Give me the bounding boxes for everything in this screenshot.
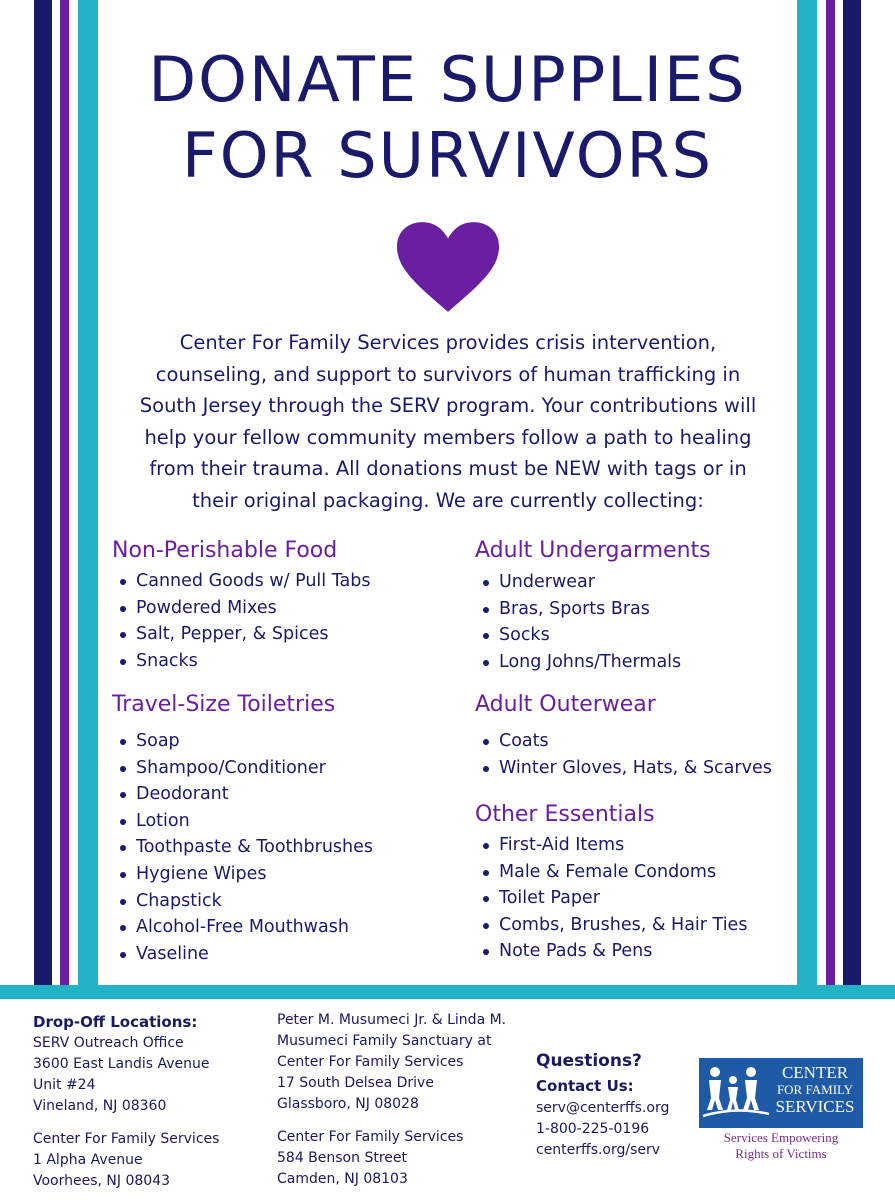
title-line: FOR SURVIVORS (182, 119, 713, 192)
list-item: Male & Female Condoms (475, 859, 815, 886)
logo (699, 1058, 863, 1128)
logo-name (771, 1064, 859, 1115)
address-line: Vineland, NJ 08360 (33, 1098, 167, 1114)
address-line: Center For Family Services (33, 1131, 220, 1147)
logo-line: FOR FAMILY (776, 1082, 854, 1097)
address-line: Glassboro, NJ 08028 (277, 1096, 419, 1112)
list-item: First-Aid Items (475, 832, 815, 859)
list-item: Lotion (112, 808, 452, 835)
list-item: Long Johns/Thermals (475, 649, 815, 676)
address-line: Peter M. Musumeci Jr. & Linda M. (277, 1012, 507, 1028)
tagline-line: Services Empowering (723, 1130, 839, 1145)
section-travel-size-toiletries (112, 690, 452, 967)
section-heading: Adult Undergarments (475, 538, 711, 563)
contact-column (536, 1048, 669, 1161)
section-other-essentials (475, 800, 815, 965)
list-item: Powdered Mixes (112, 595, 452, 622)
list-item: Note Pads & Pens (475, 938, 815, 965)
address-line: 1 Alpha Avenue (33, 1152, 143, 1168)
intro-line: counseling, and support to survivors of human trafficking in (155, 362, 741, 386)
list-item: Socks (475, 622, 815, 649)
list-item: Salt, Pepper, & Spices (112, 621, 452, 648)
dropoff-column-2 (277, 1010, 506, 1190)
logo-line: SERVICES (775, 1097, 855, 1116)
list-item: Chapstick (112, 888, 452, 915)
list-item: Vaseline (112, 941, 452, 968)
title-line: DONATE SUPPLIES (148, 43, 747, 116)
section-adult-outerwear (475, 690, 815, 781)
section-non-perishable-food (112, 536, 452, 674)
list-item: Toilet Paper (475, 885, 815, 912)
intro-line: help your fellow community members follow a path to healing (144, 425, 752, 449)
questions-heading: Questions? (536, 1051, 642, 1071)
address-line: Unit #24 (33, 1077, 96, 1093)
divider-bar (0, 985, 895, 999)
address-line: Musumeci Family Sanctuary at (277, 1033, 492, 1049)
address-line: 3600 East Landis Avenue (33, 1056, 210, 1072)
contact-heading: Contact Us: (536, 1077, 634, 1095)
section-adult-undergarments (475, 536, 815, 675)
list-item: Soap (112, 728, 452, 755)
intro-paragraph (108, 327, 788, 516)
section-heading: Non-Perishable Food (112, 538, 338, 563)
list-item: Shampoo/Conditioner (112, 755, 452, 782)
page-title (0, 42, 895, 194)
intro-line: Center For Family Services provides crisis intervention, (179, 331, 717, 354)
contact-email[interactable]: serv@centerffs.org (536, 1100, 670, 1116)
address-line: Camden, NJ 08103 (277, 1171, 408, 1187)
address-line: SERV Outreach Office (33, 1035, 184, 1051)
intro-line: South Jersey through the SERV program. Your contributions will (139, 394, 757, 417)
address-line: 584 Benson Street (277, 1150, 407, 1166)
address-line: Voorhees, NJ 08043 (33, 1173, 171, 1189)
address-line: Center For Family Services (277, 1129, 464, 1145)
list-item: Toothpaste & Toothbrushes (112, 834, 452, 861)
family-figures-icon (699, 1058, 771, 1128)
list-item: Underwear (475, 569, 815, 596)
list-item: Winter Gloves, Hats, & Scarves (475, 755, 815, 782)
logo-tagline (699, 1130, 863, 1162)
contact-website[interactable]: centerffs.org/serv (536, 1142, 661, 1158)
contact-phone[interactable]: 1-800-225-0196 (536, 1121, 650, 1137)
address-line: Center For Family Services (277, 1054, 464, 1070)
list-item: Alcohol-Free Mouthwash (112, 914, 452, 941)
section-heading: Other Essentials (475, 802, 655, 827)
intro-line: from their trauma. All donations must be NEW with tags or in (149, 457, 747, 480)
list-item: Coats (475, 728, 815, 755)
list-item: Bras, Sports Bras (475, 596, 815, 623)
dropoff-column-1 (33, 1012, 219, 1192)
section-heading: Travel-Size Toiletries (112, 692, 336, 717)
list-item: Canned Goods w/ Pull Tabs (112, 568, 452, 595)
list-item: Hygiene Wipes (112, 861, 452, 888)
tagline-line: Rights of Victims (735, 1146, 827, 1161)
intro-line: their original packaging. We are currently collecting: (192, 488, 704, 512)
list-item: Deodorant (112, 781, 452, 808)
list-item: Snacks (112, 648, 452, 675)
list-item: Combs, Brushes, & Hair Ties (475, 912, 815, 939)
address-line: 17 South Delsea Drive (277, 1075, 434, 1091)
logo-line: CENTER (781, 1063, 849, 1082)
section-heading: Adult Outerwear (475, 692, 656, 717)
dropoff-heading: Drop-Off Locations: (33, 1013, 198, 1031)
heart-icon (397, 222, 499, 314)
